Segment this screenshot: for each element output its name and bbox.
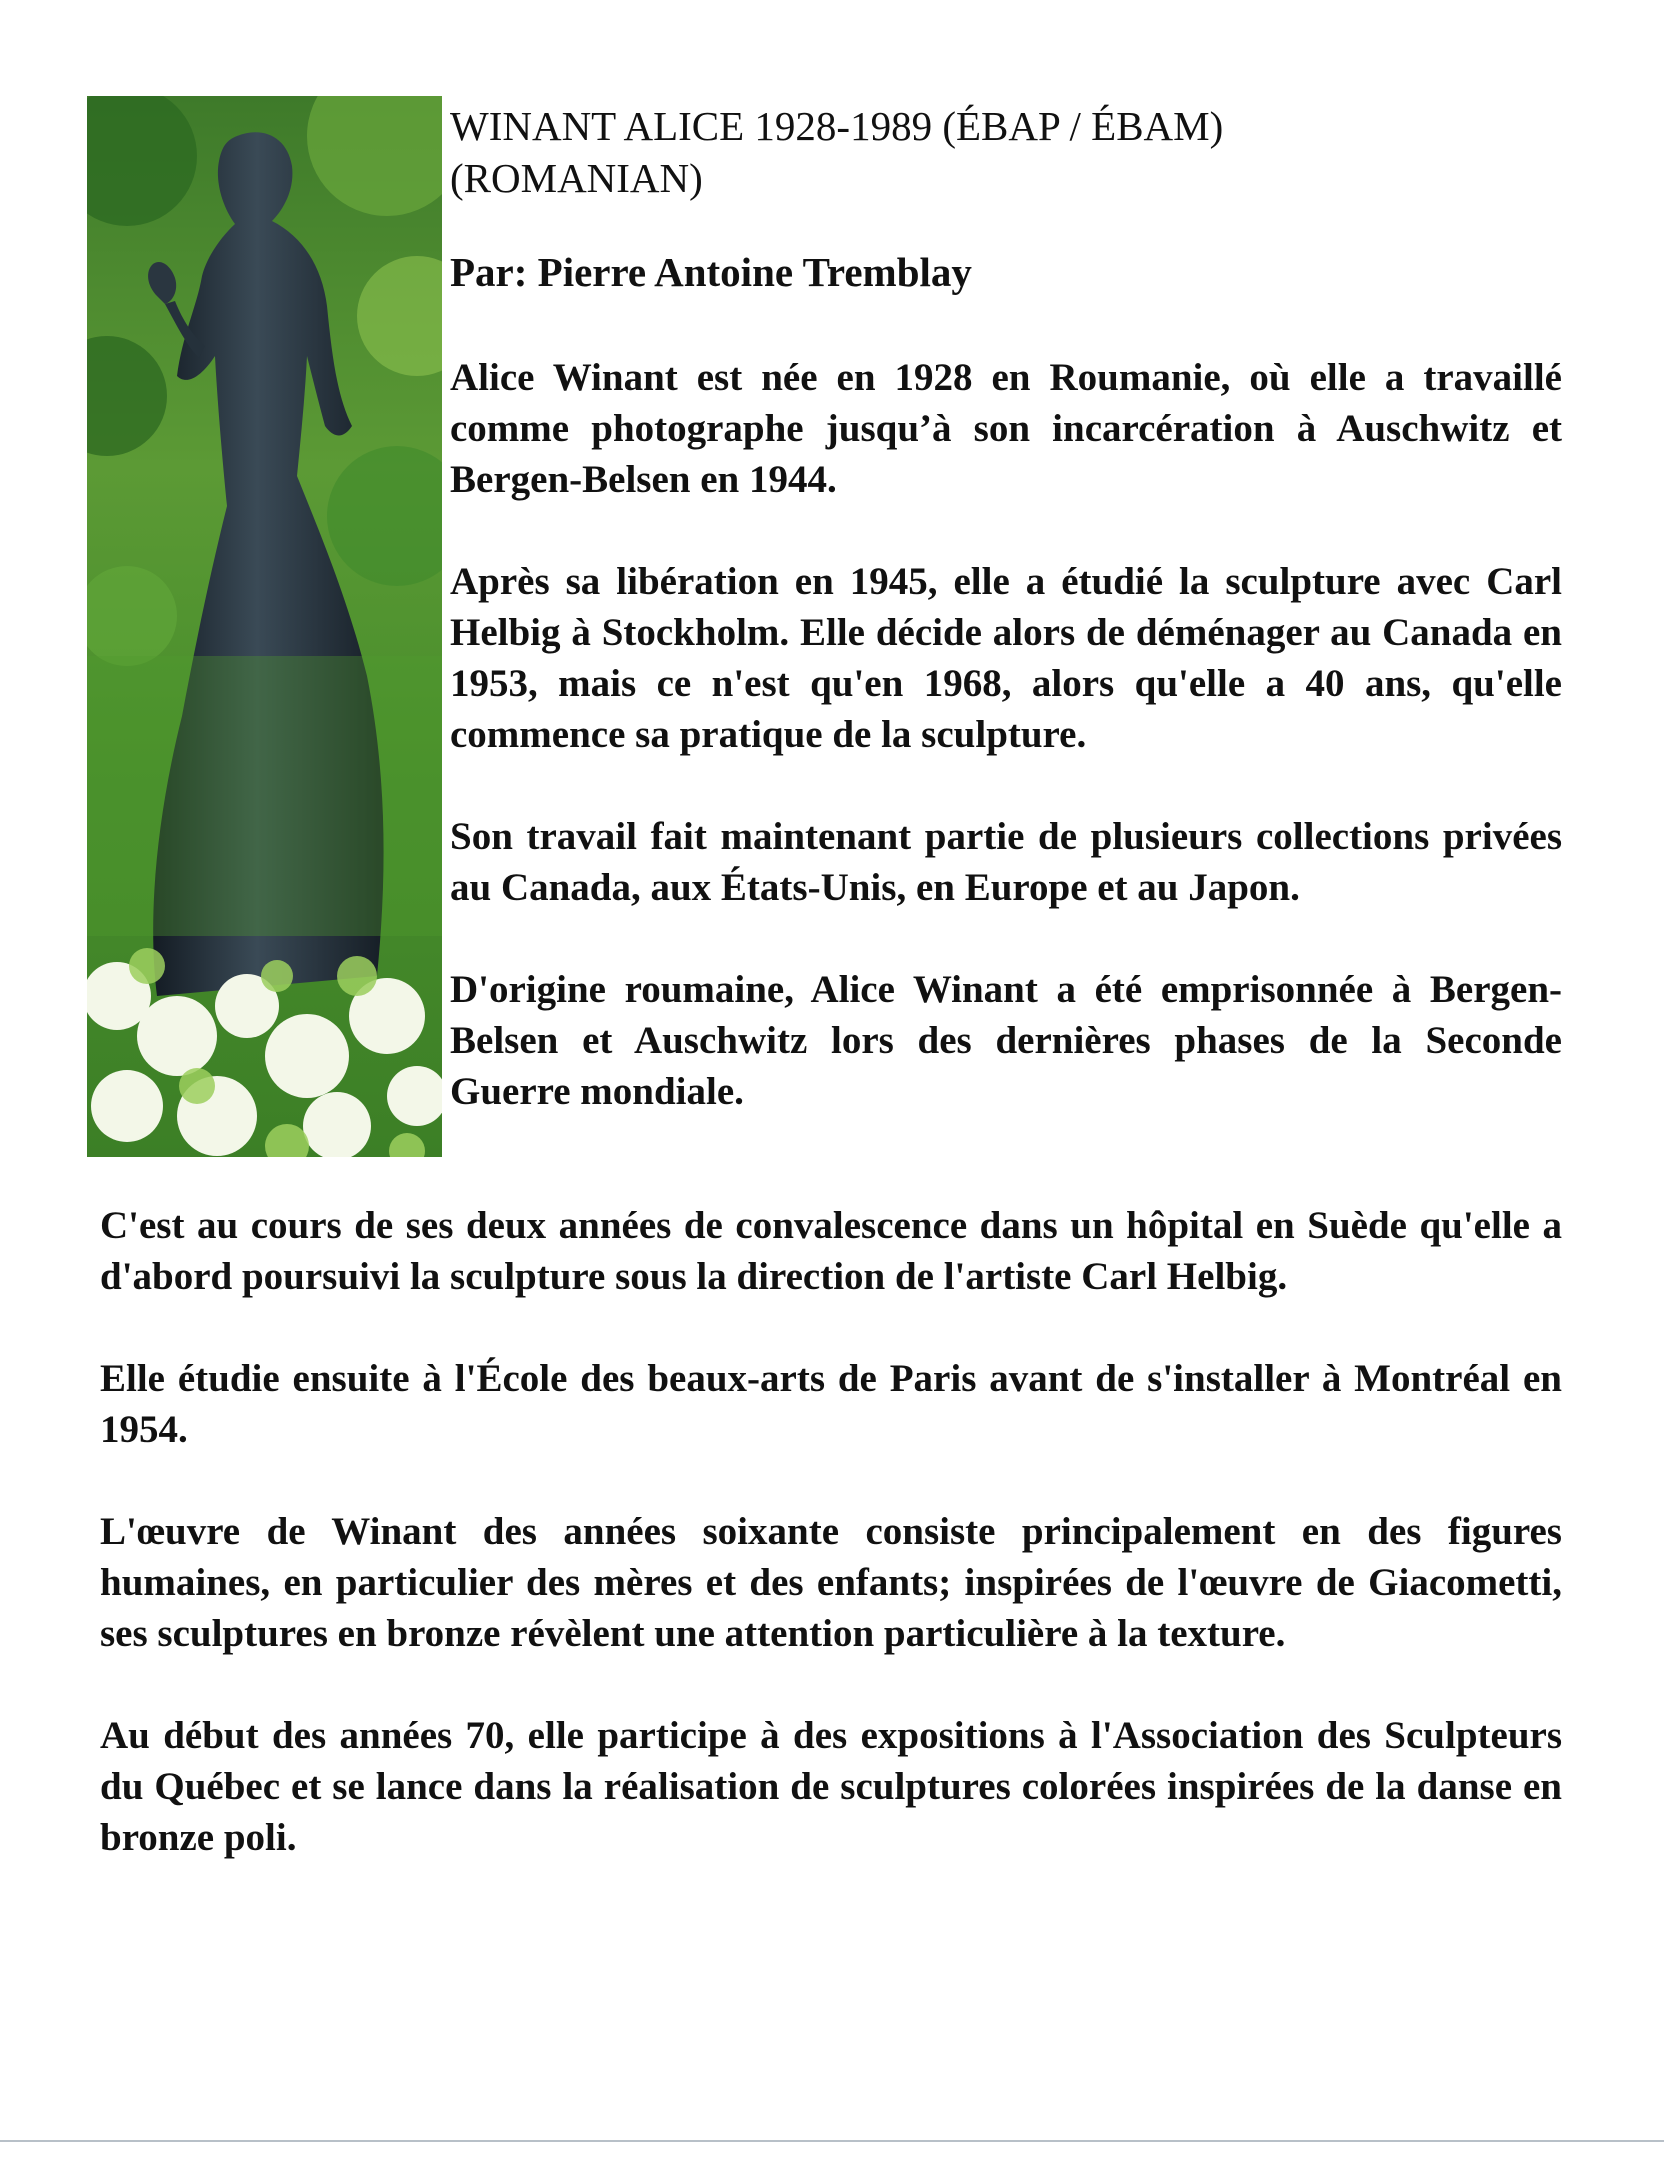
title-line-1: WINANT ALICE 1928-1989 (ÉBAP / ÉBAM) <box>450 103 1224 149</box>
right-column <box>450 100 1562 1168</box>
title-line-2: (ROMANIAN) <box>450 155 703 201</box>
author-line: Par: Pierre Antoine Tremblay <box>450 249 972 295</box>
paragraph-sixties-work: L'œuvre de Winant des années soixante consiste principalement en des figures humaines, en particulier des mères et des enfants; inspirées de l'œuvre de Giacometti, ses sculptures en bronze révèlent une attention particulière à la texture. <box>100 1510 1562 1655</box>
paragraph-origin: D'origine roumaine, Alice Winant a été emprisonnée à Bergen-Belsen et Auschwitz lors des dernières phases de la Seconde Guerre mondiale. <box>450 968 1562 1113</box>
document-title <box>450 100 1562 204</box>
paragraph-liberation: Après sa libération en 1945, elle a étudié la sculpture avec Carl Helbig à Stockholm. Elle décide alors de déménager au Canada en 1953, mais ce n'est qu'en 1968, alors qu'elle a 40 ans, qu'elle commence sa pratique de la sculpture. <box>450 560 1562 756</box>
paragraph-birth: Alice Winant est née en 1928 en Roumanie, où elle a travaillé comme photographe jusqu’à son incarcération à Auschwitz et Bergen-Belsen en 1944. <box>450 356 1562 501</box>
bottom-divider <box>0 2140 1664 2142</box>
paragraph-convalescence: C'est au cours de ses deux années de convalescence dans un hôpital en Suède qu'elle a d'abord poursuivi la sculpture sous la direction de l'artiste Carl Helbig. <box>100 1204 1562 1298</box>
sculpture-photo <box>87 96 442 1157</box>
paragraph-seventies: Au début des années 70, elle participe à des expositions à l'Association des Sculpteurs du Québec et se lance dans la réalisation de sculptures colorées inspirées de la danse en bronze poli. <box>100 1714 1562 1859</box>
full-width-column <box>100 1200 1562 1914</box>
paragraph-paris: Elle étudie ensuite à l'École des beaux-arts de Paris avant de s'installer à Montréal en 1954. <box>100 1357 1562 1451</box>
sculpture-photo-illustration <box>87 96 442 1157</box>
paragraph-collections: Son travail fait maintenant partie de plusieurs collections privées au Canada, aux États-Unis, en Europe et au Japon. <box>450 815 1562 909</box>
